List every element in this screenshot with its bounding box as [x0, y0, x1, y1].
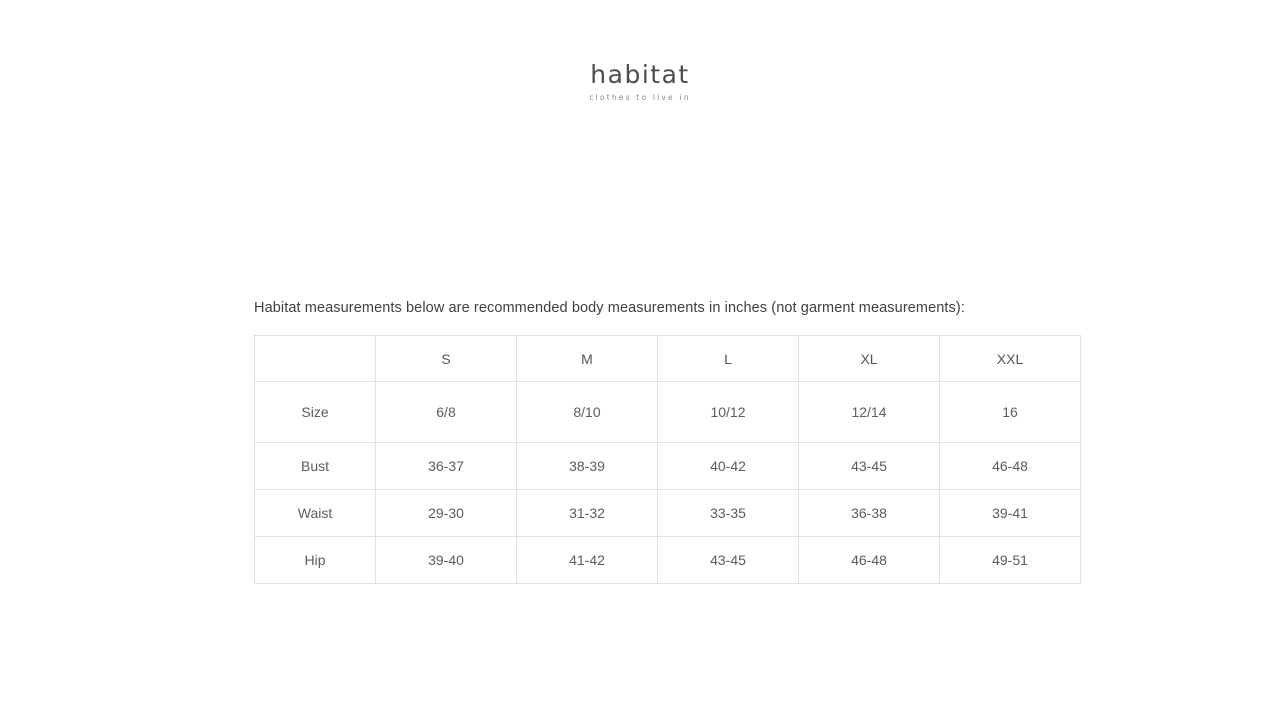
cell-bust-m: 38-39: [517, 443, 658, 490]
cell-bust-xxl: 46-48: [940, 443, 1081, 490]
table-corner-cell: [255, 336, 376, 382]
cell-size-xxl: 16: [940, 382, 1081, 443]
cell-waist-m: 31-32: [517, 490, 658, 537]
row-label-waist: Waist: [255, 490, 376, 537]
table-row: [255, 382, 1081, 443]
cell-hip-s: 39-40: [376, 537, 517, 584]
cell-waist-s: 29-30: [376, 490, 517, 537]
cell-hip-xl: 46-48: [799, 537, 940, 584]
cell-hip-xxl: 49-51: [940, 537, 1081, 584]
table-header-row: [255, 336, 1081, 382]
cell-bust-s: 36-37: [376, 443, 517, 490]
column-header-l: L: [658, 336, 799, 382]
cell-bust-l: 40-42: [658, 443, 799, 490]
cell-hip-l: 43-45: [658, 537, 799, 584]
row-label-hip: Hip: [255, 537, 376, 584]
row-label-bust: Bust: [255, 443, 376, 490]
brand-name: habitat: [590, 60, 690, 89]
cell-size-l: 10/12: [658, 382, 799, 443]
cell-size-m: 8/10: [517, 382, 658, 443]
table-row: [255, 537, 1081, 584]
cell-bust-xl: 43-45: [799, 443, 940, 490]
brand-tagline: clothes to live in: [589, 93, 691, 102]
cell-size-xl: 12/14: [799, 382, 940, 443]
cell-waist-xl: 36-38: [799, 490, 940, 537]
intro-text: Habitat measurements below are recommended body measurements in inches (not garment measurements):: [254, 300, 965, 316]
size-chart-header: [255, 336, 1081, 382]
brand-logo: [0, 62, 1280, 102]
cell-size-s: 6/8: [376, 382, 517, 443]
size-chart-body: [255, 382, 1081, 584]
column-header-xxl: XXL: [940, 336, 1081, 382]
column-header-m: M: [517, 336, 658, 382]
cell-waist-l: 33-35: [658, 490, 799, 537]
column-header-s: S: [376, 336, 517, 382]
table-row: [255, 490, 1081, 537]
column-header-xl: XL: [799, 336, 940, 382]
cell-waist-xxl: 39-41: [940, 490, 1081, 537]
size-chart-table: [254, 335, 1081, 584]
row-label-size: Size: [255, 382, 376, 443]
cell-hip-m: 41-42: [517, 537, 658, 584]
table-row: [255, 443, 1081, 490]
